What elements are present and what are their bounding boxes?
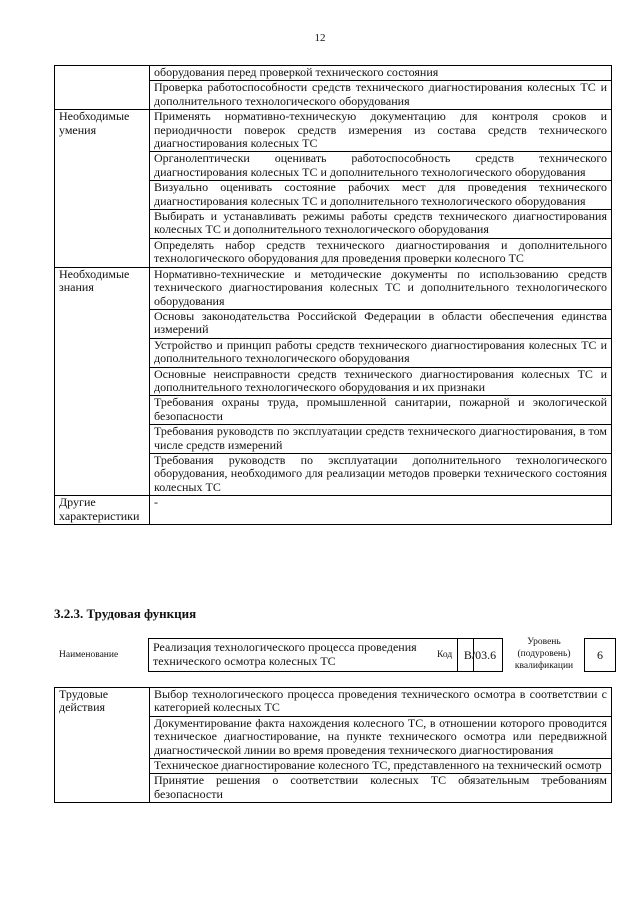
group-label: Трудовые действия — [55, 688, 150, 803]
table-cell: Применять нормативно-техническую документацию для контроля сроков и периодичности поверок средств измерения из состава средств технического диагностирования колесных ТС — [150, 110, 612, 152]
group-label — [55, 66, 150, 110]
table-cell: Устройство и принцип работы средств технического диагностирования колесных ТС и дополнительного технологического оборудования — [150, 338, 612, 367]
table-cell: - — [150, 496, 612, 525]
table-cell: Выбирать и устанавливать режимы работы средств технического диагностирования колесных ТС и дополнительного технологического оборудования — [150, 210, 612, 239]
table-row — [55, 66, 612, 81]
table-cell: Основы законодательства Российской Федерации в области обеспечения единства измерений — [150, 309, 612, 338]
page-number: 12 — [314, 32, 326, 44]
table-cell: Нормативно-технические и методические документы по использованию средств технического диагностирования колесных ТС и дополнительного технологического оборудования — [150, 267, 612, 309]
group-label: Необходимые знания — [55, 267, 150, 496]
table-cell: Требования охраны труда, промышленной санитарии, пожарной и экологической безопасности — [150, 396, 612, 425]
table-cell: оборудования перед проверкой технического состояния — [150, 66, 612, 81]
name-label: Наименование — [59, 650, 119, 660]
table-cell: Основные неисправности средств технического диагностирования колесных ТС и дополнительного технологического оборудования и их признаки — [150, 367, 612, 396]
table-cell: Проверка работоспособности средств технического диагностирования колесных ТС и дополнительного технологического оборудования — [150, 81, 612, 110]
qualification-level-value: 6 — [584, 638, 616, 672]
table-row — [55, 267, 612, 309]
table-cell: Принятие решения о соответствии колесных ТС обязательным требованиям безопасности — [150, 774, 612, 803]
group-label: Другие характеристики — [55, 496, 150, 525]
table-cell: Техническое диагностирование колесного ТС, представленного на технический осмотр — [150, 759, 612, 774]
requirements-table — [54, 65, 612, 525]
table-row — [55, 496, 612, 525]
table-cell: Документирование факта нахождения колесного ТС, в отношении которого проводится техническое диагностирование, на пункте технического осмотра или передвижной диагностической линии во время проведения технического диагностирования — [150, 716, 612, 758]
function-name-value: Реализация технологического процесса проведения технического осмотра колесных ТС — [148, 638, 474, 672]
table-cell: Определять набор средств технического диагностирования и дополнительного технологического оборудования для проведения проверки колесного ТС — [150, 238, 612, 267]
labor-function-header — [54, 636, 624, 676]
table-cell: Органолептически оценивать работоспособность средств технического диагностирования колесных ТС и дополнительного технологического оборудования — [150, 152, 612, 181]
labor-actions-table — [54, 687, 612, 803]
labor-actions-table-body — [55, 688, 612, 803]
table-cell: Выбор технологического процесса проведения технического осмотра в соответствии с категорией колесных ТС — [150, 688, 612, 717]
section-heading: 3.2.3. Трудовая функция — [54, 606, 197, 621]
table-cell: Визуально оценивать состояние рабочих мест для проведения технического диагностирования колесных ТС и дополнительного технологического оборудования — [150, 181, 612, 210]
table-row — [55, 110, 612, 152]
qualification-level-label: Уровень (подуровень) квалификации — [514, 637, 574, 671]
function-code-value: B/03.6 — [457, 638, 503, 672]
table-cell: Требования руководств по эксплуатации дополнительного технологического оборудования, необходимого для реализации методов проверки технического состояния колесных ТС — [150, 453, 612, 495]
code-label: Код — [437, 650, 453, 660]
table-cell: Требования руководств по эксплуатации средств технического диагностирования, в том числе средств измерений — [150, 425, 612, 454]
group-label: Необходимые умения — [55, 110, 150, 267]
table-row — [55, 688, 612, 717]
requirements-table-body — [55, 66, 612, 525]
